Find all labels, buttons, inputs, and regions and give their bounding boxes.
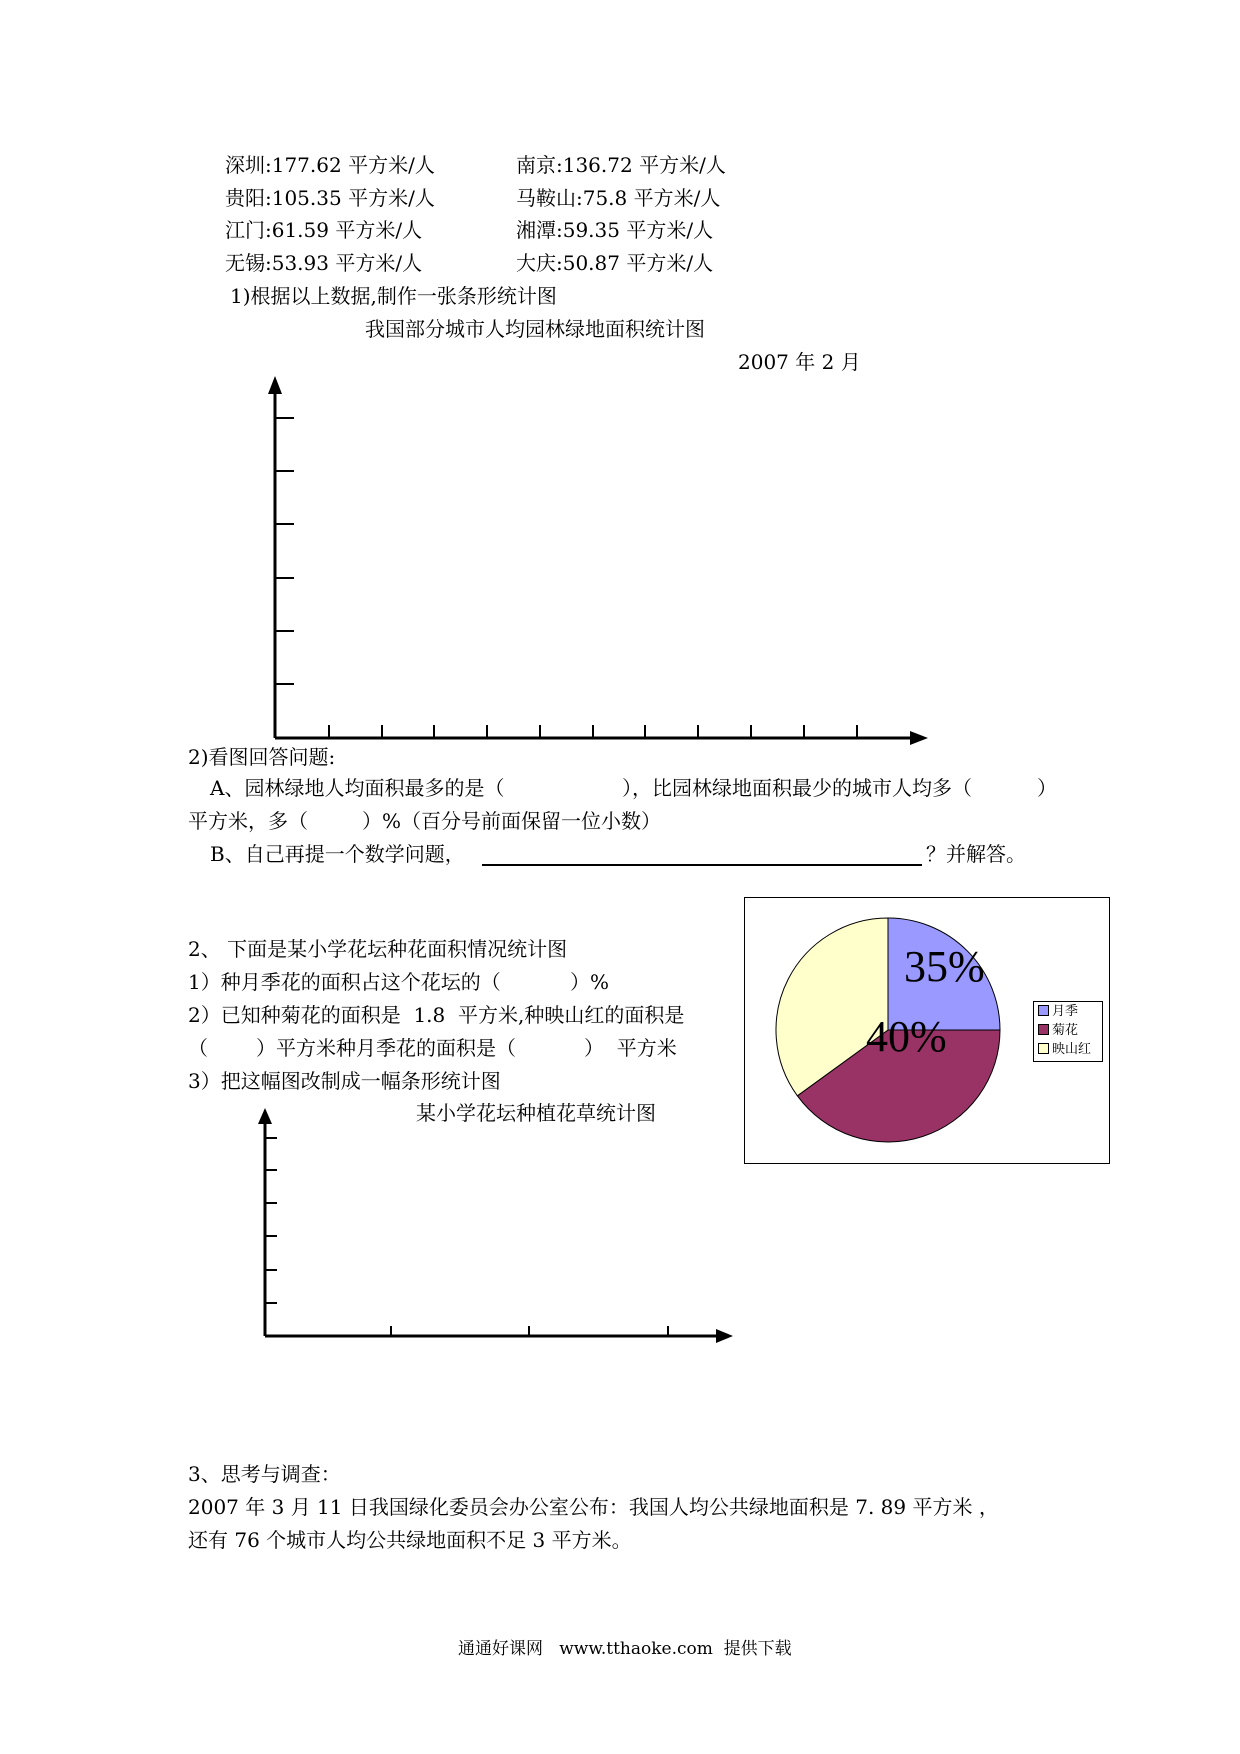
section3-line1: 2007 年 3 月 11 日我国绿化委员会办公室公布：我国人均公共绿地面积是 7. 89 平方米 ，: [188, 1495, 999, 1519]
question-b-suffix: ？并解答。: [926, 842, 1026, 866]
data-row-4-left: 无锡:53.93 平方米/人: [225, 251, 423, 275]
question-a-line1-part1: A、园林绿地人均面积最多的是（: [210, 776, 505, 800]
legend-label-yueji: 月季: [1052, 1004, 1079, 1019]
data-row-2-right: 马鞍山:75.8 平方米/人: [516, 186, 721, 210]
legend-item-juhua: [1038, 1023, 1078, 1039]
section2-q2-line2-part2: ）平方米种月季花的面积是（: [256, 1036, 516, 1060]
legend-swatch-juhua: [1038, 1024, 1049, 1035]
data-row-2-left: 贵阳:105.35 平方米/人: [225, 186, 435, 210]
bar-chart-2-title: 某小学花坛种植花草统计图: [416, 1101, 656, 1125]
pie-data-label-35: 35%: [904, 942, 985, 991]
section2-q2-line1: 2）已知种菊花的面积是 1.8 平方米,种映山红的面积是: [188, 1003, 685, 1027]
legend-swatch-yueji: [1038, 1005, 1049, 1016]
section2-q3: 3）把这幅图改制成一幅条形统计图: [188, 1069, 501, 1093]
question-a-line1-part3: ）: [1037, 776, 1057, 800]
footer-text: 通通好课网 www.tthaoke.com 提供下载: [458, 1639, 792, 1659]
data-row-1-right: 南京:136.72 平方米/人: [516, 153, 726, 177]
question-b-prefix: B、自己再提一个数学问题，: [210, 842, 465, 866]
legend-swatch-yingshanhong: [1038, 1043, 1049, 1054]
task1-text: 1)根据以上数据,制作一张条形统计图: [230, 284, 557, 308]
legend-label-juhua: 菊花: [1052, 1023, 1079, 1038]
data-row-3-right: 湘潭:59.35 平方米/人: [516, 218, 714, 242]
question-a-line2-part2: ）%（百分号前面保留一位小数）: [362, 809, 662, 833]
data-row-4-right: 大庆:50.87 平方米/人: [516, 251, 714, 275]
pie-data-label-40: 40%: [866, 1012, 947, 1061]
section2-heading: 2、 下面是某小学花坛种花面积情况统计图: [188, 937, 568, 961]
section2-q1-part2: ）%: [570, 970, 610, 994]
question-a-line1-part2: ），比园林绿地面积最少的城市人均多（: [622, 776, 972, 800]
data-row-1-left: 深圳:177.62 平方米/人: [225, 153, 435, 177]
section3-line2: 还有 76 个城市人均公共绿地面积不足 3 平方米。: [188, 1528, 632, 1552]
section3-heading: 3、思考与调查：: [188, 1462, 341, 1486]
section2-q1-part1: 1）种月季花的面积占这个花坛的（: [188, 970, 501, 994]
chart-date: 2007 年 2 月: [738, 350, 861, 374]
legend-item-yueji: [1038, 1004, 1078, 1020]
data-row-3-left: 江门:61.59 平方米/人: [225, 218, 423, 242]
legend-item-yingshanhong: [1038, 1042, 1091, 1058]
question-a-line2-part1: 平方米，多（: [188, 809, 308, 833]
pie-legend: [1033, 1001, 1103, 1062]
legend-label-yingshanhong: 映山红: [1052, 1042, 1092, 1057]
chart-title: 我国部分城市人均园林绿地面积统计图: [365, 317, 705, 341]
section2-q2-line2-part3: ） 平方米: [584, 1036, 677, 1060]
section2-q2-line2-part1: （: [188, 1036, 208, 1060]
task2-text: 2)看图回答问题:: [188, 745, 336, 769]
